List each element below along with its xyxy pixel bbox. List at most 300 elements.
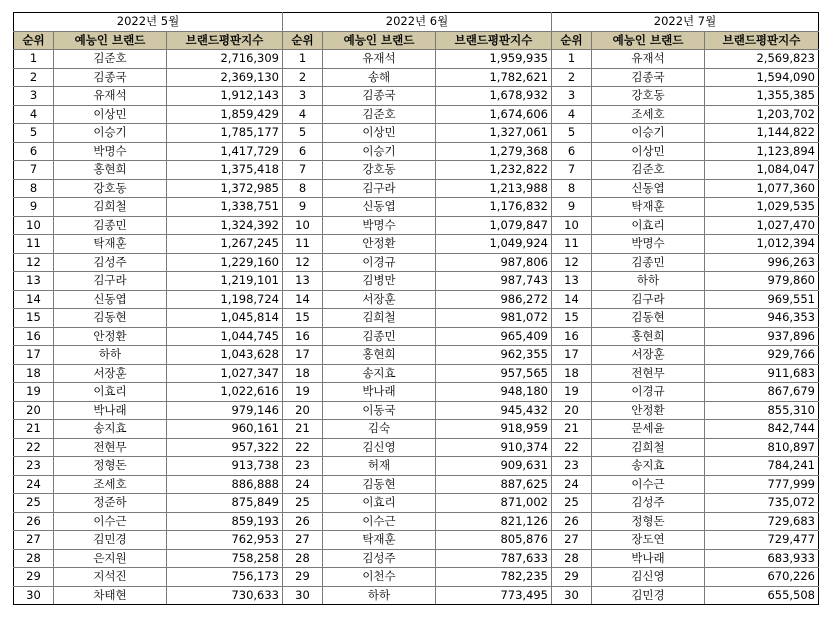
brand-name-cell: 김희철 <box>592 438 705 457</box>
score-cell: 909,631 <box>436 457 552 476</box>
rank-cell: 1 <box>283 50 323 69</box>
score-cell: 1,229,160 <box>167 253 283 272</box>
brand-name-cell: 김희철 <box>54 198 167 217</box>
brand-name-cell: 지석진 <box>54 568 167 587</box>
rank-cell: 3 <box>14 87 54 106</box>
table-row <box>14 586 819 605</box>
score-cell: 979,860 <box>705 272 819 291</box>
score-cell: 773,495 <box>436 586 552 605</box>
score-cell: 1,049,924 <box>436 235 552 254</box>
ranking-table-container <box>13 12 818 605</box>
rank-cell: 15 <box>552 309 592 328</box>
score-cell: 960,161 <box>167 420 283 439</box>
brand-name-cell: 이수근 <box>323 512 436 531</box>
rank-cell: 6 <box>283 142 323 161</box>
brand-name-cell: 전현무 <box>54 438 167 457</box>
rank-cell: 27 <box>14 531 54 550</box>
score-cell: 1,594,090 <box>705 68 819 87</box>
brand-name-cell: 차태현 <box>54 586 167 605</box>
score-cell: 987,743 <box>436 272 552 291</box>
rank-cell: 7 <box>283 161 323 180</box>
score-cell: 1,079,847 <box>436 216 552 235</box>
table-row <box>14 68 819 87</box>
rank-cell: 29 <box>552 568 592 587</box>
brand-name-cell: 박나래 <box>323 383 436 402</box>
rank-cell: 8 <box>283 179 323 198</box>
brand-name-cell: 김구라 <box>323 179 436 198</box>
score-cell: 887,625 <box>436 475 552 494</box>
score-cell: 867,679 <box>705 383 819 402</box>
score-cell: 875,849 <box>167 494 283 513</box>
brand-name-cell: 장도연 <box>592 531 705 550</box>
brand-name-cell: 유재석 <box>54 87 167 106</box>
score-cell: 805,876 <box>436 531 552 550</box>
score-cell: 1,123,894 <box>705 142 819 161</box>
score-cell: 1,022,616 <box>167 383 283 402</box>
brand-name-cell: 탁재훈 <box>323 531 436 550</box>
rank-cell: 24 <box>14 475 54 494</box>
score-cell: 784,241 <box>705 457 819 476</box>
rank-cell: 10 <box>283 216 323 235</box>
table-row <box>14 475 819 494</box>
brand-name-cell: 이효리 <box>592 216 705 235</box>
score-cell: 859,193 <box>167 512 283 531</box>
brand-name-cell: 송지효 <box>54 420 167 439</box>
score-cell: 987,806 <box>436 253 552 272</box>
brand-name-cell: 김구라 <box>54 272 167 291</box>
brand-name-cell: 전현무 <box>592 364 705 383</box>
score-cell: 1,859,429 <box>167 105 283 124</box>
score-cell: 1,044,745 <box>167 327 283 346</box>
score-cell: 1,674,606 <box>436 105 552 124</box>
score-cell: 670,226 <box>705 568 819 587</box>
rank-cell: 25 <box>14 494 54 513</box>
brand-name-cell: 박명수 <box>323 216 436 235</box>
brand-name-cell: 박명수 <box>592 235 705 254</box>
brand-name-cell: 김신영 <box>592 568 705 587</box>
score-cell: 2,716,309 <box>167 50 283 69</box>
rank-cell: 2 <box>14 68 54 87</box>
rank-cell: 23 <box>552 457 592 476</box>
month-title: 2022년 7월 <box>552 13 819 32</box>
score-cell: 1,782,621 <box>436 68 552 87</box>
rank-cell: 16 <box>552 327 592 346</box>
brand-name-cell: 유재석 <box>323 50 436 69</box>
rank-cell: 4 <box>14 105 54 124</box>
score-cell: 1,198,724 <box>167 290 283 309</box>
table-row <box>14 253 819 272</box>
rank-cell: 10 <box>14 216 54 235</box>
rank-cell: 29 <box>14 568 54 587</box>
month-title: 2022년 5월 <box>14 13 283 32</box>
brand-name-cell: 박명수 <box>54 142 167 161</box>
rank-cell: 7 <box>552 161 592 180</box>
score-cell: 871,002 <box>436 494 552 513</box>
table-row <box>14 494 819 513</box>
table-body <box>14 13 819 605</box>
brand-name-cell: 김종국 <box>54 68 167 87</box>
rank-cell: 17 <box>14 346 54 365</box>
rank-cell: 4 <box>283 105 323 124</box>
score-cell: 969,551 <box>705 290 819 309</box>
table-row <box>14 309 819 328</box>
score-cell: 821,126 <box>436 512 552 531</box>
brand-name-cell: 강호동 <box>323 161 436 180</box>
brand-name-cell: 이수근 <box>592 475 705 494</box>
brand-name-cell: 이천수 <box>323 568 436 587</box>
score-cell: 782,235 <box>436 568 552 587</box>
header-rank: 순위 <box>552 31 592 50</box>
rank-cell: 24 <box>552 475 592 494</box>
score-cell: 911,683 <box>705 364 819 383</box>
brand-name-cell: 이동국 <box>323 401 436 420</box>
brand-name-cell: 하하 <box>592 272 705 291</box>
rank-cell: 29 <box>283 568 323 587</box>
rank-cell: 6 <box>552 142 592 161</box>
rank-cell: 8 <box>14 179 54 198</box>
brand-name-cell: 정형돈 <box>592 512 705 531</box>
rank-cell: 7 <box>14 161 54 180</box>
brand-name-cell: 이수근 <box>54 512 167 531</box>
brand-name-cell: 안정환 <box>323 235 436 254</box>
table-row <box>14 105 819 124</box>
score-cell: 730,633 <box>167 586 283 605</box>
rank-cell: 5 <box>14 124 54 143</box>
rank-cell: 14 <box>552 290 592 309</box>
score-cell: 1,324,392 <box>167 216 283 235</box>
rank-cell: 23 <box>14 457 54 476</box>
rank-cell: 25 <box>283 494 323 513</box>
rank-cell: 24 <box>283 475 323 494</box>
rank-cell: 9 <box>283 198 323 217</box>
rank-cell: 18 <box>283 364 323 383</box>
score-cell: 1,144,822 <box>705 124 819 143</box>
brand-name-cell: 김동현 <box>54 309 167 328</box>
header-rank: 순위 <box>283 31 323 50</box>
table-row <box>14 161 819 180</box>
header-score: 브랜드평판지수 <box>436 31 552 50</box>
rank-cell: 15 <box>283 309 323 328</box>
rank-cell: 22 <box>14 438 54 457</box>
table-row <box>14 383 819 402</box>
rank-cell: 23 <box>283 457 323 476</box>
brand-name-cell: 조세호 <box>54 475 167 494</box>
score-cell: 842,744 <box>705 420 819 439</box>
brand-name-cell: 문세윤 <box>592 420 705 439</box>
score-cell: 2,369,130 <box>167 68 283 87</box>
brand-name-cell: 탁재훈 <box>592 198 705 217</box>
brand-name-cell: 김동현 <box>323 475 436 494</box>
rank-cell: 1 <box>552 50 592 69</box>
brand-name-cell: 김성주 <box>323 549 436 568</box>
brand-name-cell: 탁재훈 <box>54 235 167 254</box>
brand-name-cell: 김종민 <box>54 216 167 235</box>
rank-cell: 8 <box>552 179 592 198</box>
score-cell: 981,072 <box>436 309 552 328</box>
score-cell: 1,417,729 <box>167 142 283 161</box>
rank-cell: 14 <box>14 290 54 309</box>
rank-cell: 30 <box>552 586 592 605</box>
score-cell: 937,896 <box>705 327 819 346</box>
table-row <box>14 235 819 254</box>
score-cell: 1,012,394 <box>705 235 819 254</box>
brand-name-cell: 이경규 <box>592 383 705 402</box>
rank-cell: 12 <box>14 253 54 272</box>
score-cell: 855,310 <box>705 401 819 420</box>
brand-name-cell: 김성주 <box>54 253 167 272</box>
rank-cell: 28 <box>14 549 54 568</box>
score-cell: 945,432 <box>436 401 552 420</box>
score-cell: 1,176,832 <box>436 198 552 217</box>
brand-name-cell: 박나래 <box>54 401 167 420</box>
rank-cell: 1 <box>14 50 54 69</box>
brand-name-cell: 송지효 <box>592 457 705 476</box>
rank-cell: 27 <box>283 531 323 550</box>
score-cell: 729,683 <box>705 512 819 531</box>
header-score: 브랜드평판지수 <box>167 31 283 50</box>
table-row <box>14 346 819 365</box>
table-row <box>14 216 819 235</box>
brand-name-cell: 김민경 <box>592 586 705 605</box>
score-cell: 1,027,347 <box>167 364 283 383</box>
score-cell: 918,959 <box>436 420 552 439</box>
rank-cell: 22 <box>283 438 323 457</box>
score-cell: 1,375,418 <box>167 161 283 180</box>
score-cell: 957,565 <box>436 364 552 383</box>
rank-cell: 13 <box>552 272 592 291</box>
brand-name-cell: 하하 <box>323 586 436 605</box>
rank-cell: 2 <box>283 68 323 87</box>
brand-name-cell: 신동엽 <box>54 290 167 309</box>
rank-cell: 25 <box>552 494 592 513</box>
rank-cell: 9 <box>14 198 54 217</box>
month-title: 2022년 6월 <box>283 13 552 32</box>
brand-name-cell: 신동엽 <box>323 198 436 217</box>
score-cell: 1,203,702 <box>705 105 819 124</box>
score-cell: 683,933 <box>705 549 819 568</box>
brand-name-cell: 이승기 <box>323 142 436 161</box>
table-row <box>14 327 819 346</box>
rank-cell: 30 <box>283 586 323 605</box>
rank-cell: 13 <box>283 272 323 291</box>
rank-cell: 21 <box>283 420 323 439</box>
table-row <box>14 531 819 550</box>
score-cell: 1,785,177 <box>167 124 283 143</box>
rank-cell: 28 <box>552 549 592 568</box>
rank-cell: 26 <box>552 512 592 531</box>
rank-cell: 21 <box>14 420 54 439</box>
score-cell: 1,267,245 <box>167 235 283 254</box>
rank-cell: 22 <box>552 438 592 457</box>
rank-cell: 3 <box>283 87 323 106</box>
brand-name-cell: 송해 <box>323 68 436 87</box>
table-row <box>14 272 819 291</box>
score-cell: 886,888 <box>167 475 283 494</box>
table-row <box>14 549 819 568</box>
table-row <box>14 50 819 69</box>
brand-name-cell: 김구라 <box>592 290 705 309</box>
rank-cell: 19 <box>552 383 592 402</box>
brand-name-cell: 강호동 <box>54 179 167 198</box>
rank-cell: 18 <box>14 364 54 383</box>
brand-name-cell: 김종국 <box>592 68 705 87</box>
rank-cell: 16 <box>283 327 323 346</box>
rank-cell: 16 <box>14 327 54 346</box>
score-cell: 735,072 <box>705 494 819 513</box>
brand-name-cell: 이승기 <box>54 124 167 143</box>
score-cell: 1,338,751 <box>167 198 283 217</box>
brand-name-cell: 송지효 <box>323 364 436 383</box>
table-row <box>14 124 819 143</box>
score-cell: 1,029,535 <box>705 198 819 217</box>
brand-name-cell: 조세호 <box>592 105 705 124</box>
score-cell: 996,263 <box>705 253 819 272</box>
brand-name-cell: 은지원 <box>54 549 167 568</box>
score-cell: 758,258 <box>167 549 283 568</box>
header-rank: 순위 <box>14 31 54 50</box>
brand-name-cell: 안정환 <box>592 401 705 420</box>
brand-name-cell: 하하 <box>54 346 167 365</box>
score-cell: 1,027,470 <box>705 216 819 235</box>
brand-name-cell: 김준호 <box>592 161 705 180</box>
brand-name-cell: 김희철 <box>323 309 436 328</box>
score-cell: 1,077,360 <box>705 179 819 198</box>
brand-name-cell: 신동엽 <box>592 179 705 198</box>
score-cell: 1,232,822 <box>436 161 552 180</box>
brand-name-cell: 김종국 <box>323 87 436 106</box>
brand-name-cell: 이상민 <box>592 142 705 161</box>
header-brand: 예능인 브랜드 <box>323 31 436 50</box>
brand-name-cell: 홍현희 <box>592 327 705 346</box>
rank-cell: 5 <box>283 124 323 143</box>
brand-name-cell: 김신영 <box>323 438 436 457</box>
rank-cell: 5 <box>552 124 592 143</box>
brand-name-cell: 정준하 <box>54 494 167 513</box>
table-row <box>14 87 819 106</box>
score-cell: 979,146 <box>167 401 283 420</box>
rank-cell: 13 <box>14 272 54 291</box>
score-cell: 946,353 <box>705 309 819 328</box>
brand-name-cell: 이효리 <box>54 383 167 402</box>
score-cell: 986,272 <box>436 290 552 309</box>
rank-cell: 11 <box>283 235 323 254</box>
score-cell: 2,569,823 <box>705 50 819 69</box>
brand-name-cell: 김종민 <box>592 253 705 272</box>
table-row <box>14 179 819 198</box>
table-row <box>14 438 819 457</box>
table-row <box>14 457 819 476</box>
score-cell: 957,322 <box>167 438 283 457</box>
score-cell: 1,912,143 <box>167 87 283 106</box>
rank-cell: 18 <box>552 364 592 383</box>
score-cell: 929,766 <box>705 346 819 365</box>
brand-name-cell: 안정환 <box>54 327 167 346</box>
rank-cell: 20 <box>283 401 323 420</box>
score-cell: 1,327,061 <box>436 124 552 143</box>
table-row <box>14 198 819 217</box>
table-row <box>14 290 819 309</box>
brand-name-cell: 이상민 <box>323 124 436 143</box>
brand-name-cell: 허재 <box>323 457 436 476</box>
rank-cell: 3 <box>552 87 592 106</box>
score-cell: 1,043,628 <box>167 346 283 365</box>
table-row <box>14 568 819 587</box>
rank-cell: 26 <box>283 512 323 531</box>
score-cell: 913,738 <box>167 457 283 476</box>
header-score: 브랜드평판지수 <box>705 31 819 50</box>
brand-name-cell: 서장훈 <box>323 290 436 309</box>
brand-reputation-table <box>13 12 819 605</box>
rank-cell: 12 <box>283 253 323 272</box>
brand-name-cell: 박나래 <box>592 549 705 568</box>
brand-name-cell: 이경규 <box>323 253 436 272</box>
rank-cell: 20 <box>552 401 592 420</box>
rank-cell: 9 <box>552 198 592 217</box>
score-cell: 910,374 <box>436 438 552 457</box>
score-cell: 1,959,935 <box>436 50 552 69</box>
rank-cell: 11 <box>552 235 592 254</box>
header-brand: 예능인 브랜드 <box>54 31 167 50</box>
rank-cell: 28 <box>283 549 323 568</box>
brand-name-cell: 김준호 <box>323 105 436 124</box>
table-row <box>14 401 819 420</box>
score-cell: 655,508 <box>705 586 819 605</box>
rank-cell: 27 <box>552 531 592 550</box>
rank-cell: 2 <box>552 68 592 87</box>
brand-name-cell: 유재석 <box>592 50 705 69</box>
rank-cell: 19 <box>14 383 54 402</box>
brand-name-cell: 강호동 <box>592 87 705 106</box>
brand-name-cell: 김병만 <box>323 272 436 291</box>
score-cell: 1,355,385 <box>705 87 819 106</box>
score-cell: 1,279,368 <box>436 142 552 161</box>
rank-cell: 20 <box>14 401 54 420</box>
score-cell: 787,633 <box>436 549 552 568</box>
score-cell: 948,180 <box>436 383 552 402</box>
brand-name-cell: 정형돈 <box>54 457 167 476</box>
column-header-row <box>14 31 819 50</box>
brand-name-cell: 홍현희 <box>54 161 167 180</box>
rank-cell: 11 <box>14 235 54 254</box>
score-cell: 965,409 <box>436 327 552 346</box>
brand-name-cell: 김성주 <box>592 494 705 513</box>
rank-cell: 17 <box>552 346 592 365</box>
rank-cell: 14 <box>283 290 323 309</box>
rank-cell: 15 <box>14 309 54 328</box>
month-title-row <box>14 13 819 32</box>
score-cell: 762,953 <box>167 531 283 550</box>
brand-name-cell: 김민경 <box>54 531 167 550</box>
rank-cell: 6 <box>14 142 54 161</box>
rank-cell: 10 <box>552 216 592 235</box>
table-row <box>14 512 819 531</box>
score-cell: 756,173 <box>167 568 283 587</box>
brand-name-cell: 서장훈 <box>592 346 705 365</box>
rank-cell: 12 <box>552 253 592 272</box>
score-cell: 777,999 <box>705 475 819 494</box>
table-row <box>14 142 819 161</box>
score-cell: 810,897 <box>705 438 819 457</box>
brand-name-cell: 이승기 <box>592 124 705 143</box>
table-row <box>14 420 819 439</box>
brand-name-cell: 김종민 <box>323 327 436 346</box>
rank-cell: 4 <box>552 105 592 124</box>
brand-name-cell: 이상민 <box>54 105 167 124</box>
score-cell: 1,372,985 <box>167 179 283 198</box>
score-cell: 1,084,047 <box>705 161 819 180</box>
rank-cell: 17 <box>283 346 323 365</box>
brand-name-cell: 이효리 <box>323 494 436 513</box>
